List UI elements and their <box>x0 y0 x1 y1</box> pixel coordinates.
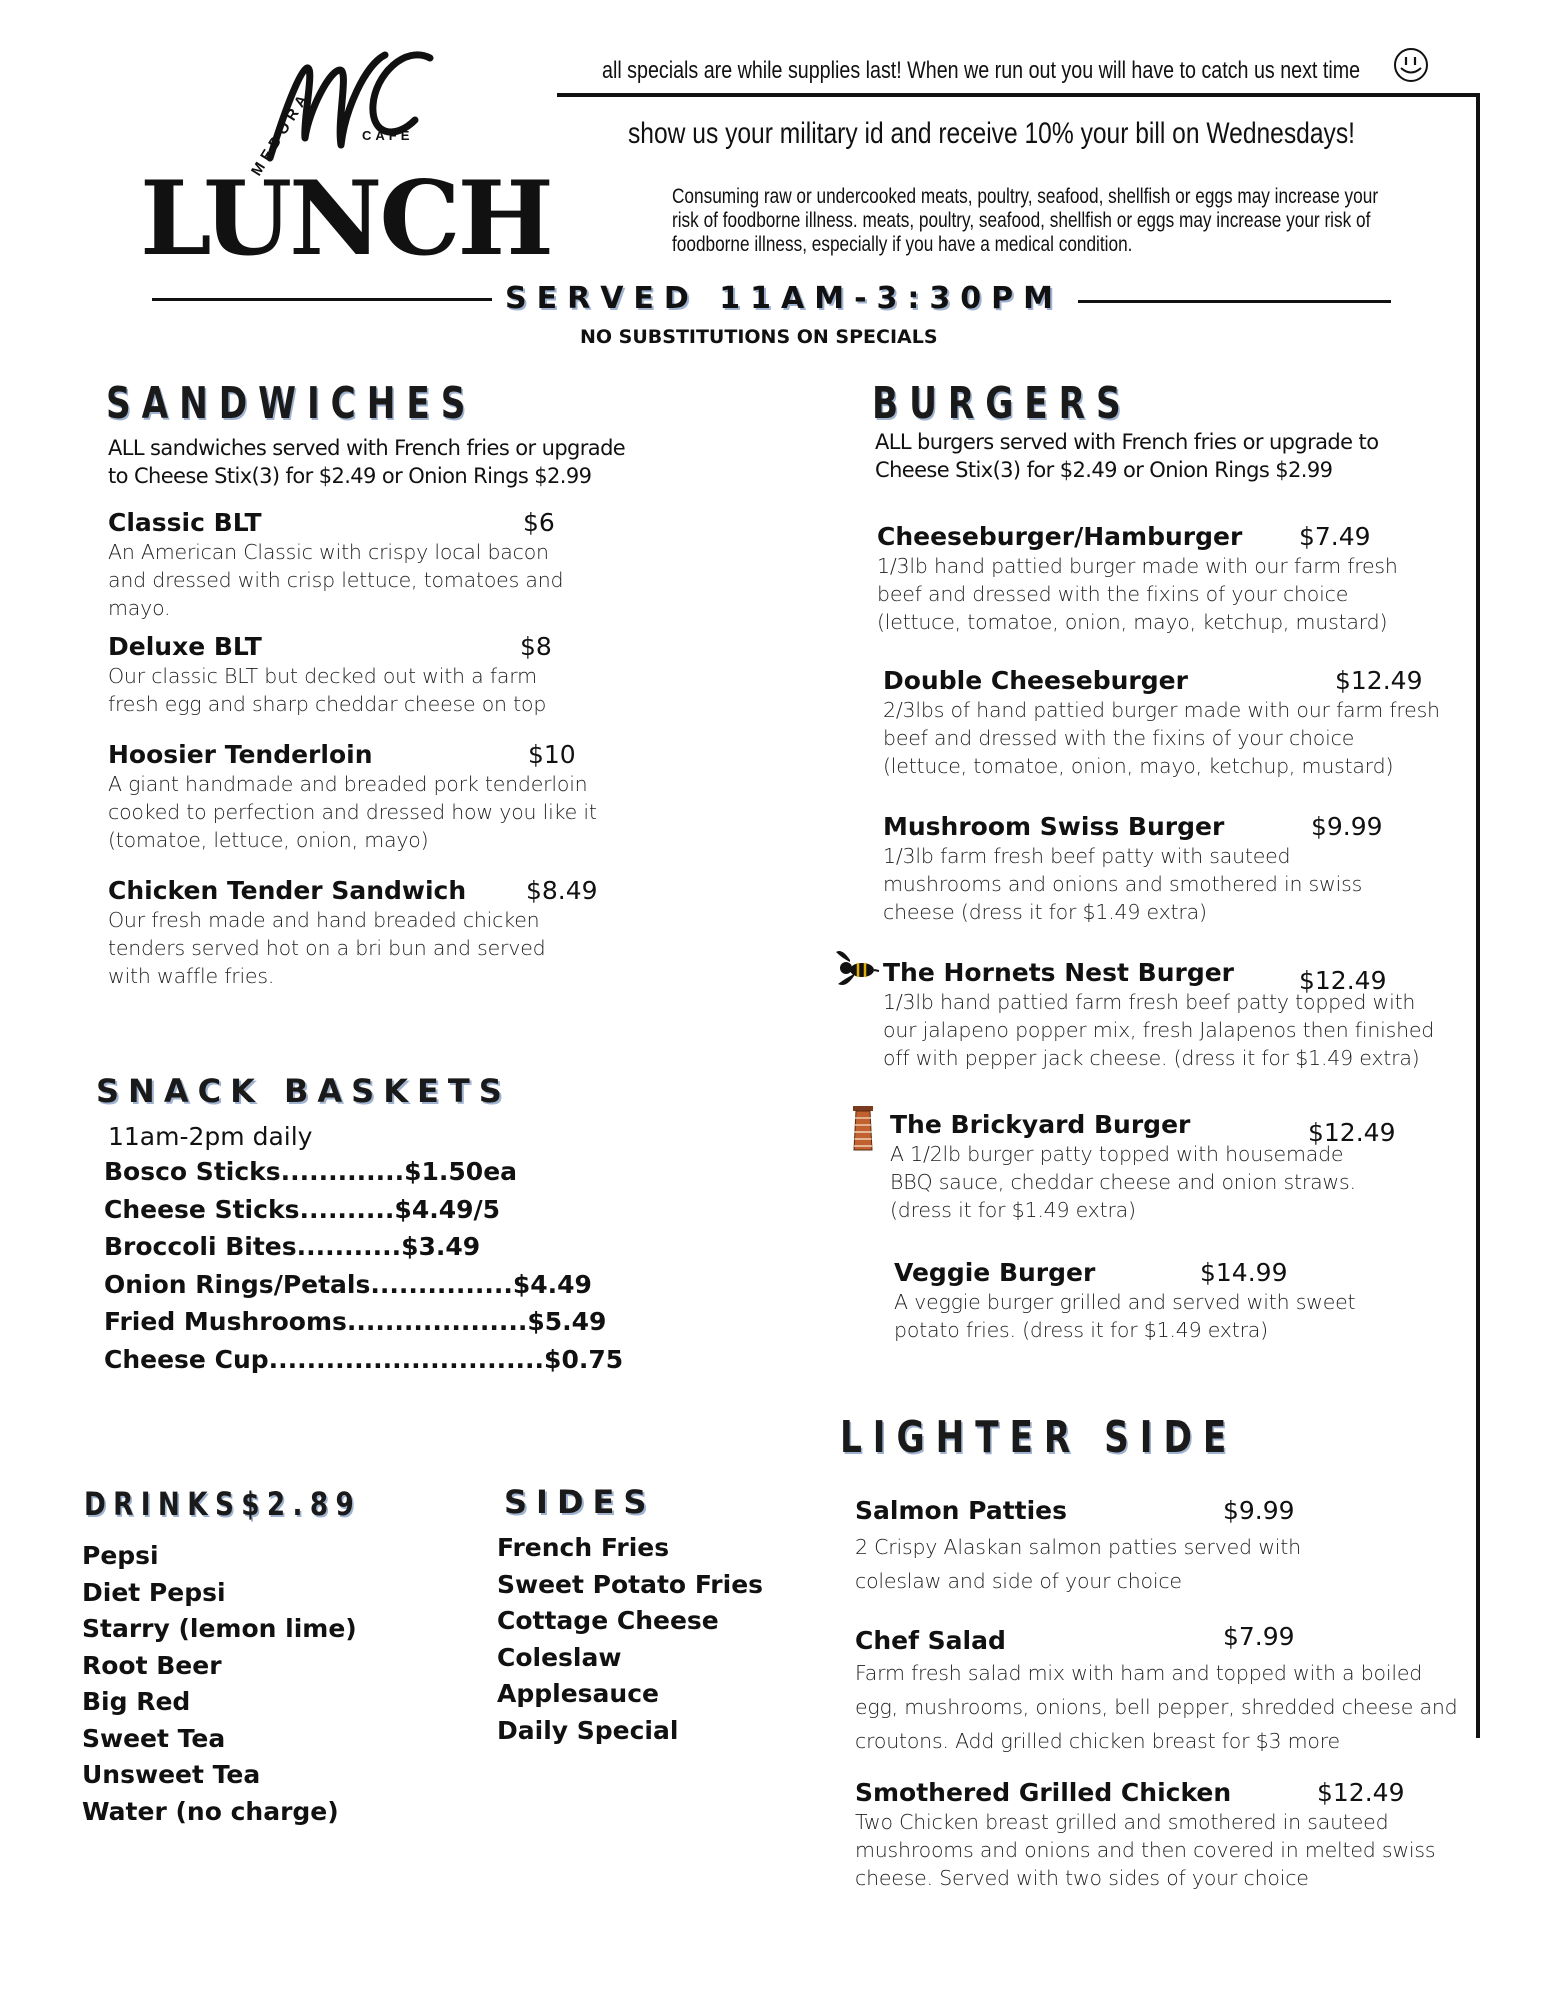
item-price: $8.49 <box>526 876 598 905</box>
item-name: Veggie Burger <box>894 1258 1096 1287</box>
snack-item: Bosco Sticks.............$1.50ea <box>104 1157 518 1186</box>
item-name: Double Cheeseburger <box>883 666 1188 695</box>
menu-item <box>890 1110 1396 1222</box>
smiley-face-icon <box>1392 46 1430 84</box>
snack-list <box>104 1153 623 1378</box>
item-name: Salmon Patties <box>855 1496 1067 1525</box>
sides-list <box>497 1530 763 1749</box>
drinks-list <box>82 1538 357 1830</box>
item-description: 2 Crispy Alaskan salmon patties served with coleslaw and side of your choice <box>855 1535 1301 1593</box>
item-name: Classic BLT <box>108 508 262 537</box>
item-description: Our classic BLT but decked out with a farm fresh egg and sharp cheddar cheese on top <box>108 664 547 716</box>
sandwiches-heading: SANDWICHES <box>106 378 477 429</box>
drink-item: Sweet Tea <box>82 1723 226 1753</box>
specials-notice: all specials are while supplies last! When we run out you will have to catch us next time <box>602 57 1361 84</box>
item-description: Farm fresh salad mix with ham and topped with a boiled egg, mushrooms, onions, bell pepper, shredded cheese and croutons. Add grilled chicken breast for $3 more <box>855 1661 1458 1753</box>
warning-line: risk of foodborne illness. meats, poultry, seafood, shellfish or eggs may increase your risk of <box>672 209 1371 232</box>
item-name: The Brickyard Burger <box>890 1110 1191 1139</box>
item-description: Our fresh made and hand breaded chicken tenders served hot on a bri bun and served with waffle fries. <box>108 908 546 988</box>
item-price: $9.99 <box>1311 812 1383 841</box>
military-notice: show us your military id and receive 10% your bill on Wednesdays! <box>628 117 1355 150</box>
side-item: Cottage Cheese <box>497 1606 719 1635</box>
item-name: Smothered Grilled Chicken <box>855 1778 1232 1807</box>
drink-item: Big Red <box>82 1687 191 1716</box>
item-description: An American Classic with crispy local bacon and dressed with crisp lettuce, tomatoes and mayo. <box>108 540 564 620</box>
menu-item <box>855 1778 1475 1898</box>
top-divider-line <box>557 93 1480 97</box>
snack-item: Cheese Cup.............................$0.75 <box>104 1344 624 1374</box>
hornet-icon <box>832 946 880 990</box>
drinks-heading: DRINKS$2.89 <box>84 1485 362 1523</box>
item-name: Chef Salad <box>855 1626 1006 1655</box>
intro-line: ALL sandwiches served with French fries or upgrade <box>108 436 626 460</box>
snack-item: Broccoli Bites...........$3.49 <box>104 1232 481 1261</box>
side-item: Coleslaw <box>497 1642 622 1672</box>
item-description: 1/3lb hand pattied burger made with our farm fresh beef and dressed with the fixins of your choice (lettuce, tomatoe, onion, mayo, ketchup, mustard) <box>877 554 1398 634</box>
drink-item: Starry (lemon lime) <box>82 1614 357 1643</box>
item-description: 2/3lbs of hand pattied burger made with our farm fresh beef and dressed with the fixins of your choice (lettuce, tomatoe, onion, mayo, ketchup, mustard) <box>883 698 1440 778</box>
menu-item <box>883 666 1443 776</box>
item-price: $12.49 <box>1299 966 1387 995</box>
menu-item <box>883 958 1443 1068</box>
drink-item: Pepsi <box>82 1541 159 1570</box>
menu-item <box>894 1258 1394 1348</box>
menu-item <box>108 508 588 628</box>
drink-item: Unsweet Tea <box>82 1760 261 1789</box>
snack-item: Cheese Sticks..........$4.49/5 <box>104 1194 501 1224</box>
drink-item: Diet Pepsi <box>82 1577 226 1607</box>
side-item: Applesauce <box>497 1679 659 1708</box>
item-description: A 1/2lb burger patty topped with housemade BBQ sauce, cheddar cheese and onion straws. (dress it for $1.49 extra) <box>890 1142 1356 1222</box>
item-price: $9.99 <box>1223 1496 1295 1525</box>
logo-cafe-text: CAFE <box>362 128 414 143</box>
snack-item: Onion Rings/Petals...............$4.49 <box>104 1269 592 1299</box>
side-item: Daily Special <box>497 1715 679 1745</box>
menu-item <box>883 812 1443 922</box>
warning-line: foodborne illness, especially if you have a medical condition. <box>672 233 1133 256</box>
item-price: $8 <box>520 632 552 661</box>
item-price: $7.99 <box>1223 1622 1295 1651</box>
item-price: $10 <box>528 740 576 769</box>
item-price: $12.49 <box>1335 666 1423 695</box>
warning-line: Consuming raw or undercooked meats, poultry, seafood, shellfish or eggs may increase your <box>672 185 1379 208</box>
item-price: $12.49 <box>1317 1778 1405 1807</box>
item-name: Hoosier Tenderloin <box>108 740 373 769</box>
item-price: $7.49 <box>1299 522 1371 551</box>
lighter-side-heading: LIGHTER SIDE <box>840 1412 1238 1463</box>
drink-item: Root Beer <box>82 1650 222 1680</box>
health-warning <box>672 185 1533 257</box>
item-name: Chicken Tender Sandwich <box>108 876 467 905</box>
intro-line: to Cheese Stix(3) for $2.49 or Onion Rings $2.99 <box>108 464 592 488</box>
menu-item <box>877 522 1437 632</box>
logo-medora-text: MEDORA <box>248 88 314 180</box>
side-item: French Fries <box>497 1533 670 1562</box>
right-border-line <box>1476 93 1480 1738</box>
sandwiches-intro <box>108 434 625 490</box>
intro-line: ALL burgers served with French fries or upgrade to <box>875 430 1379 454</box>
menu-item <box>108 632 588 722</box>
burgers-heading: BURGERS <box>872 378 1132 429</box>
served-hours: SERVED 11AM-3:30PM <box>505 281 1063 316</box>
logo <box>140 40 560 279</box>
intro-line: Cheese Stix(3) for $2.49 or Onion Rings $2.99 <box>875 458 1333 482</box>
no-substitutions-note: NO SUBSTITUTIONS ON SPECIALS <box>580 326 938 348</box>
logo-lunch-title: LUNCH <box>140 159 551 279</box>
item-description: Two Chicken breast grilled and smothered in sauteed mushrooms and onions and then covered in melted swiss cheese. Served with two sides of your choice <box>855 1810 1436 1890</box>
item-description: 1/3lb hand pattied farm fresh beef patty topped with our jalapeno popper mix, fresh Jalapenos then finished off with pepper jack cheese. (dress it for $1.49 extra) <box>883 990 1435 1070</box>
item-price: $14.99 <box>1200 1258 1288 1287</box>
item-price: $6 <box>523 508 555 537</box>
snack-baskets-heading: SNACK BASKETS <box>96 1072 511 1110</box>
item-description: 1/3lb farm fresh beef patty with sauteed mushrooms and onions and smothered in swiss cheese (dress it for $1.49 extra) <box>883 844 1363 924</box>
drink-item: Water (no charge) <box>82 1796 339 1826</box>
menu-item <box>108 740 608 860</box>
menu-item <box>855 1622 1475 1766</box>
item-name: Cheeseburger/Hamburger <box>877 522 1243 551</box>
served-line-left <box>152 298 492 301</box>
item-name: Mushroom Swiss Burger <box>883 812 1225 841</box>
sides-heading: SIDES <box>504 1483 656 1521</box>
burgers-intro <box>875 428 1378 484</box>
item-description: A veggie burger grilled and served with sweet potato fries. (dress it for $1.49 extra) <box>894 1290 1356 1342</box>
item-description: A giant handmade and breaded pork tenderloin cooked to perfection and dressed how you like it (tomatoe, lettuce, onion, mayo) <box>108 772 597 852</box>
item-name: The Hornets Nest Burger <box>883 958 1235 987</box>
snack-item: Fried Mushrooms...................$5.49 <box>104 1307 607 1336</box>
menu-item <box>108 876 608 996</box>
brick-tower-icon <box>850 1104 876 1152</box>
served-line-right <box>1078 300 1391 303</box>
menu-item <box>855 1496 1415 1596</box>
side-item: Sweet Potato Fries <box>497 1569 764 1599</box>
item-name: Deluxe BLT <box>108 632 262 661</box>
snack-hours: 11am-2pm daily <box>108 1122 313 1151</box>
item-price: $12.49 <box>1308 1118 1396 1147</box>
